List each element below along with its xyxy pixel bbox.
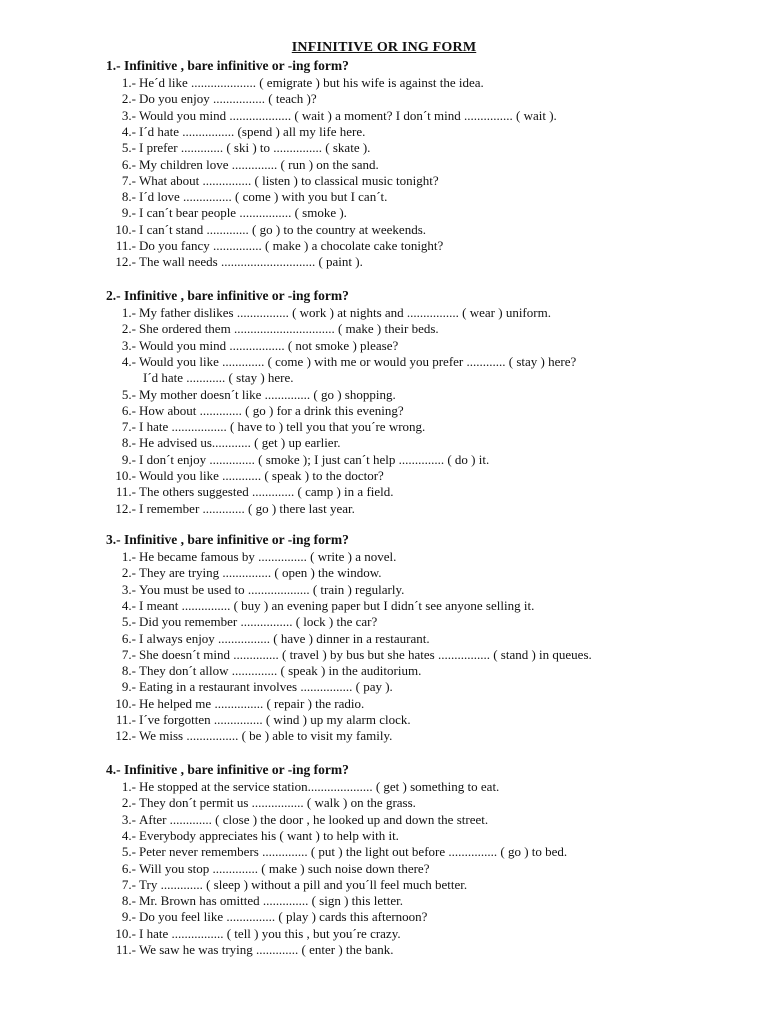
item-number: 1.- — [121, 305, 136, 320]
item-number: 6.- — [121, 630, 136, 646]
exercise-item — [0, 435, 768, 451]
exercise-item — [0, 696, 768, 712]
item-sentence: I´d hate ................ (spend ) all my life here. — [139, 123, 366, 139]
item-sentence: I meant ............... ( buy ) an evening paper but I didn´t see anyone selling it. — [139, 597, 535, 613]
item-number: 2.- — [121, 321, 136, 337]
item-sentence: After ............. ( close ) the door , he looked up and down the street. — [139, 811, 489, 827]
item-sentence: My children love .............. ( run ) on the sand. — [139, 156, 379, 172]
exercise-item — [0, 468, 768, 484]
exercise-item — [0, 91, 768, 107]
section-heading: 3.- Infinitive , bare infinitive or -ing form? — [106, 532, 349, 547]
item-number: 3.- — [121, 811, 136, 827]
item-number: 4.- — [121, 353, 136, 369]
exercise-item — [0, 712, 768, 728]
exercise-item — [0, 238, 768, 254]
item-sentence: I hate ................ ( tell ) you this , but you´re crazy. — [139, 925, 401, 941]
item-number: 9.- — [121, 451, 136, 467]
exercise-item — [0, 452, 768, 468]
exercise-item — [0, 157, 768, 173]
item-number: 7.- — [121, 419, 136, 435]
exercise-item — [0, 189, 768, 205]
item-sentence: I always enjoy ................ ( have ) dinner in a restaurant. — [139, 630, 430, 646]
item-number: 9.- — [121, 909, 136, 925]
item-sentence: She doesn´t mind .............. ( travel ) by bus but she hates ................ ( stand ) in queues. — [139, 646, 592, 662]
item-number: 1.- — [121, 549, 136, 564]
item-sentence: We miss ................ ( be ) able to visit my family. — [139, 728, 393, 744]
item-sentence: He´d like .................... ( emigrate ) but his wife is against the idea. — [139, 75, 484, 90]
exercise-item — [0, 663, 768, 679]
exercise-item — [0, 598, 768, 614]
exercise-item — [0, 779, 768, 795]
item-sentence: Would you like ............. ( come ) with me or would you prefer ............ ( stay ) here? — [139, 353, 577, 369]
item-number: 2.- — [121, 565, 136, 581]
item-number: 5.- — [121, 386, 136, 402]
item-sentence: I´d love ............... ( come ) with you but I can´t. — [139, 189, 388, 205]
item-number: 7.- — [121, 876, 136, 892]
item-number: 3.- — [121, 581, 136, 597]
exercise-item — [0, 75, 768, 91]
item-sentence: My mother doesn´t like .............. ( go ) shopping. — [139, 386, 396, 402]
item-number: 3.- — [121, 337, 136, 353]
item-number: 1.- — [121, 75, 136, 90]
exercise-item — [0, 419, 768, 435]
item-sentence: I can´t stand ............. ( go ) to the country at weekends. — [139, 221, 427, 237]
item-number: 8.- — [121, 435, 136, 451]
item-sentence: He stopped at the service station.................... ( get ) something to eat. — [139, 779, 500, 794]
exercise-item — [0, 828, 768, 844]
item-number: 5.- — [121, 844, 136, 860]
exercise-item — [0, 565, 768, 581]
item-number: 10.- — [115, 221, 136, 237]
item-number: 6.- — [121, 860, 136, 876]
item-sentence: The wall needs ............................. ( paint ). — [139, 254, 363, 270]
item-number: 4.- — [121, 827, 136, 843]
exercise-item — [0, 501, 768, 517]
item-number: 8.- — [121, 893, 136, 909]
item-number: 4.- — [121, 597, 136, 613]
item-sentence: Do you fancy ............... ( make ) a chocolate cake tonight? — [139, 238, 444, 253]
exercise-item — [0, 877, 768, 893]
exercise-item — [0, 403, 768, 419]
exercise-item — [0, 140, 768, 156]
exercise-item — [0, 484, 768, 500]
exercise-item — [0, 321, 768, 337]
item-sentence: Would you mind ................... ( wait ) a moment? I don´t mind ............... ( wait ). — [139, 107, 557, 123]
item-number: 10.- — [115, 468, 136, 483]
item-number: 9.- — [121, 679, 136, 695]
item-sentence: Mr. Brown has omitted .............. ( sign ) this letter. — [139, 893, 403, 909]
item-sentence: Will you stop .............. ( make ) such noise down there? — [139, 860, 430, 876]
item-number: 6.- — [121, 402, 136, 418]
exercise-item — [0, 861, 768, 877]
item-sentence: The others suggested ............. ( camp ) in a field. — [139, 484, 394, 500]
exercise-item — [0, 795, 768, 811]
exercise-item — [0, 942, 768, 958]
item-sentence: They don´t allow .............. ( speak ) in the auditorium. — [139, 663, 422, 679]
exercise-item — [0, 728, 768, 744]
item-number: 7.- — [121, 172, 136, 188]
item-sentence: Do you enjoy ................ ( teach )? — [139, 91, 317, 107]
exercise-item-continuation — [0, 370, 768, 386]
exercise-item — [0, 631, 768, 647]
item-sentence: He became famous by ............... ( write ) a novel. — [139, 549, 397, 564]
item-sentence: They don´t permit us ................ ( walk ) on the grass. — [139, 795, 416, 811]
item-number: 8.- — [121, 189, 136, 205]
exercise-item — [0, 338, 768, 354]
exercise-item — [0, 549, 768, 565]
exercise-item — [0, 647, 768, 663]
item-number: 11.- — [115, 942, 136, 957]
exercise-item — [0, 305, 768, 321]
item-number: 12.- — [115, 500, 136, 516]
item-sentence: Did you remember ................ ( lock ) the car? — [139, 614, 378, 630]
exercise-item — [0, 173, 768, 189]
exercise-item — [0, 354, 768, 370]
item-sentence: We saw he was trying ............. ( enter ) the bank. — [139, 942, 394, 957]
exercise-item — [0, 679, 768, 695]
exercise-item — [0, 909, 768, 925]
item-sentence: What about ............... ( listen ) to classical music tonight? — [139, 172, 439, 188]
item-number: 6.- — [121, 156, 136, 172]
item-number: 11.- — [115, 712, 136, 727]
item-number: 10.- — [115, 925, 136, 941]
page-title: INFINITIVE OR ING FORM — [291, 40, 477, 55]
item-sentence: Eating in a restaurant involves ................ ( pay ). — [139, 679, 393, 695]
section-heading: 4.- Infinitive , bare infinitive or -ing form? — [106, 762, 349, 777]
item-sentence-continuation: I´d hate ............ ( stay ) here. — [143, 370, 294, 386]
exercise-item — [0, 124, 768, 140]
exercise-item — [0, 582, 768, 598]
exercise-item — [0, 812, 768, 828]
item-sentence: I can´t bear people ................ ( smoke ). — [139, 205, 347, 221]
item-sentence: I don´t enjoy .............. ( smoke ); I just can´t help .............. ( do ) it. — [139, 451, 490, 467]
exercise-item — [0, 222, 768, 238]
item-number: 3.- — [121, 107, 136, 123]
item-sentence: My father dislikes ................ ( work ) at nights and ................ ( wear ) uniform. — [139, 305, 551, 320]
item-sentence: I prefer ............. ( ski ) to ............... ( skate ). — [139, 140, 371, 156]
item-number: 12.- — [115, 254, 136, 270]
item-sentence: Do you feel like ............... ( play ) cards this afternoon? — [139, 909, 428, 925]
item-number: 8.- — [121, 663, 136, 679]
exercise-item — [0, 254, 768, 270]
exercise-item — [0, 614, 768, 630]
item-sentence: I´ve forgotten ............... ( wind ) up my alarm clock. — [139, 712, 411, 727]
item-sentence: Try ............. ( sleep ) without a pill and you´ll feel much better. — [139, 876, 468, 892]
item-sentence: He advised us............ ( get ) up earlier. — [139, 435, 341, 451]
exercise-item — [0, 108, 768, 124]
exercise-item — [0, 893, 768, 909]
item-sentence: He helped me ............... ( repair ) the radio. — [139, 695, 365, 711]
item-number: 9.- — [121, 205, 136, 221]
item-number: 7.- — [121, 646, 136, 662]
item-number: 2.- — [121, 91, 136, 107]
item-sentence: How about ............. ( go ) for a drink this evening? — [139, 402, 404, 418]
exercise-item — [0, 387, 768, 403]
item-number: 4.- — [121, 123, 136, 139]
item-sentence: Peter never remembers .............. ( put ) the light out before ............... ( go ) to bed. — [139, 844, 568, 860]
item-number: 5.- — [121, 140, 136, 156]
item-number: 2.- — [121, 795, 136, 811]
item-sentence: Would you mind ................. ( not smoke ) please? — [139, 337, 399, 353]
item-sentence: I hate ................. ( have to ) tell you that you´re wrong. — [139, 419, 426, 435]
item-number: 11.- — [115, 484, 136, 500]
item-sentence: Would you like ............ ( speak ) to the doctor? — [139, 468, 384, 483]
item-number: 12.- — [115, 728, 136, 744]
exercise-item — [0, 844, 768, 860]
item-number: 10.- — [115, 695, 136, 711]
item-sentence: They are trying ............... ( open ) the window. — [139, 565, 382, 581]
item-sentence: I remember ............. ( go ) there last year. — [139, 500, 355, 516]
section-heading: 2.- Infinitive , bare infinitive or -ing form? — [106, 288, 349, 303]
item-number: 5.- — [121, 614, 136, 630]
item-number: 11.- — [115, 238, 136, 253]
exercise-item — [0, 205, 768, 221]
item-sentence: She ordered them ............................... ( make ) their beds. — [139, 321, 439, 337]
item-number: 1.- — [121, 779, 136, 794]
item-sentence: You must be used to ................... ( train ) regularly. — [139, 581, 405, 597]
item-sentence: Everybody appreciates his ( want ) to help with it. — [139, 827, 399, 843]
section-heading: 1.- Infinitive , bare infinitive or -ing form? — [106, 58, 349, 73]
exercise-item — [0, 926, 768, 942]
